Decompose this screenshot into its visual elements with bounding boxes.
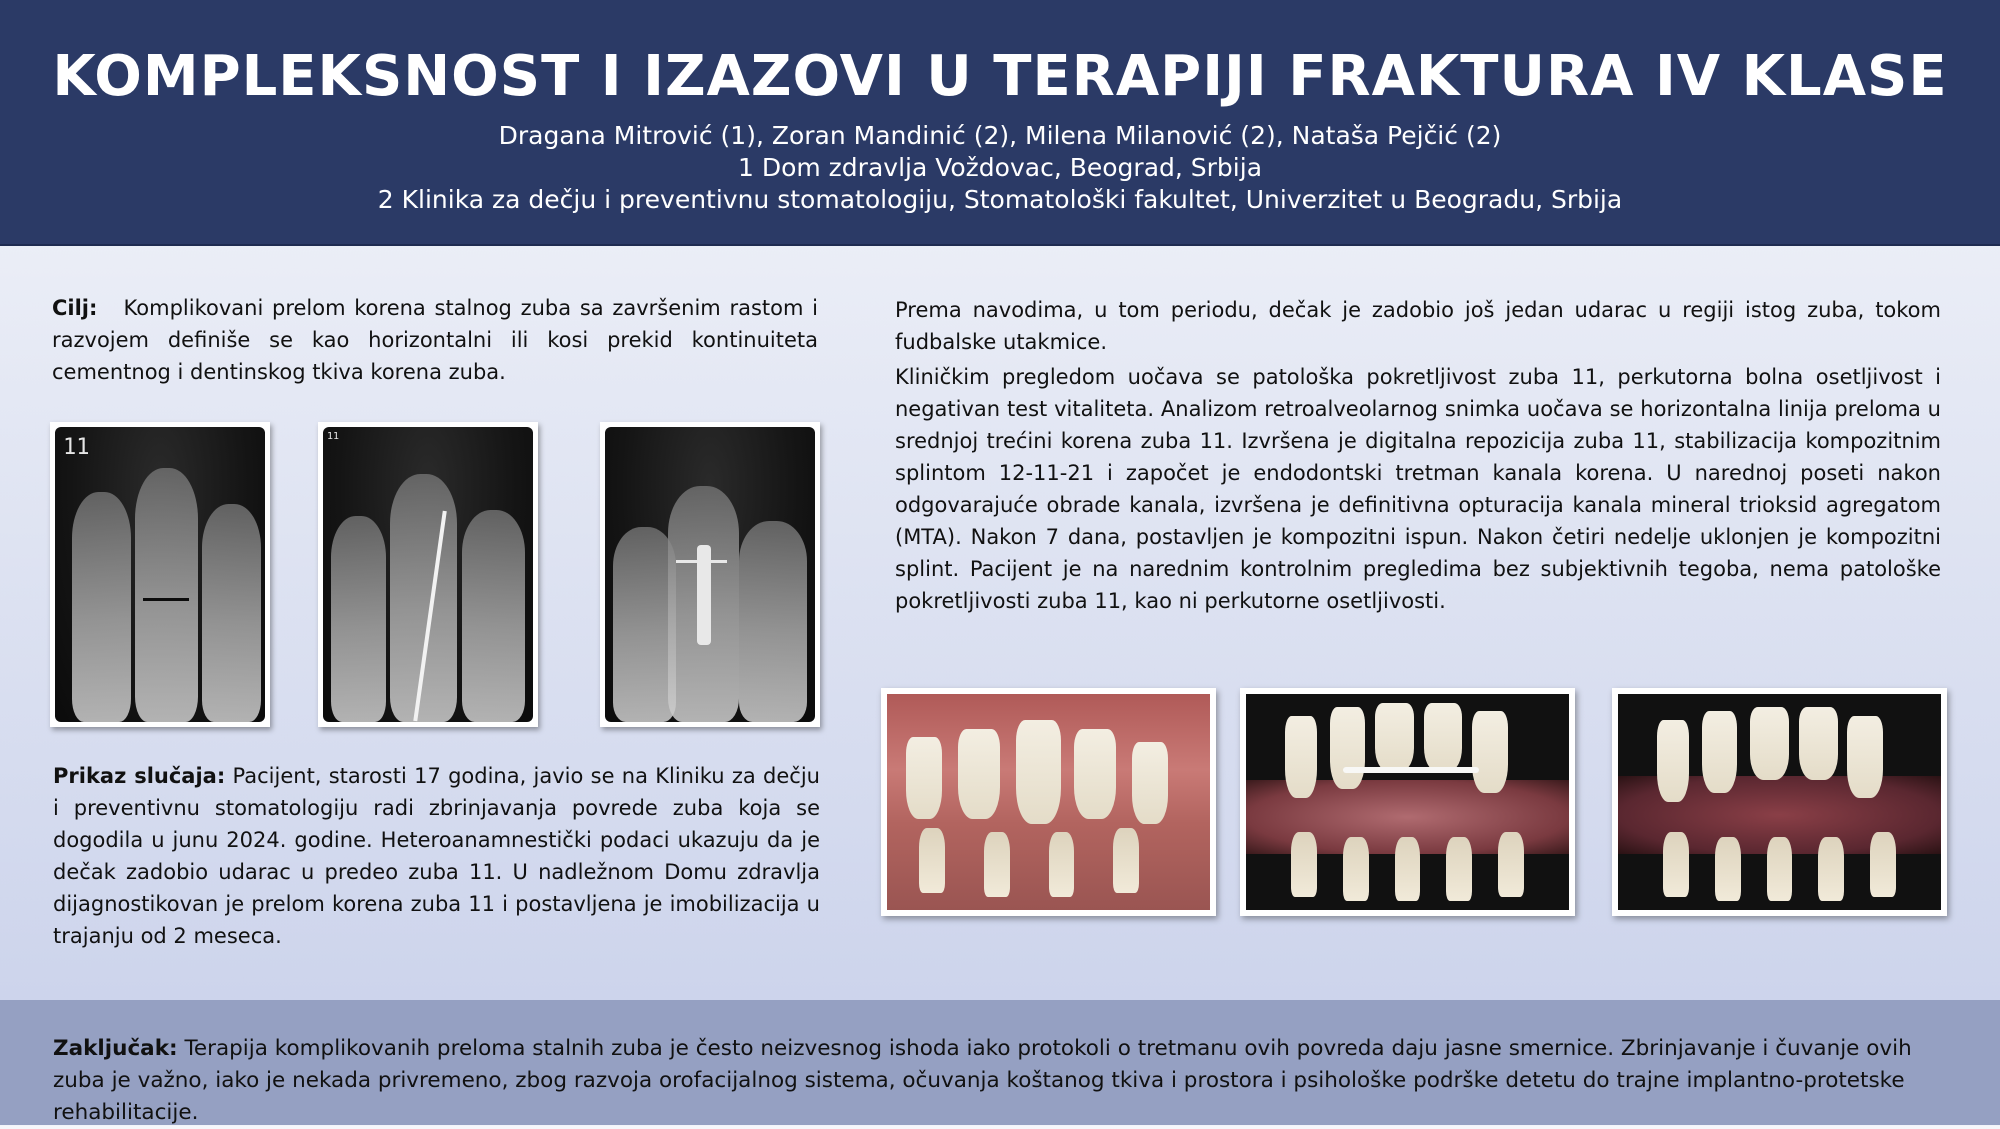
poster-header (0, 0, 2000, 246)
affiliation-1: 1 Dom zdravlja Voždovac, Beograd, Srbija (737, 153, 1263, 182)
prikaz-label: Prikaz slučaja: (53, 764, 226, 788)
xray-label-2: 11 (327, 431, 340, 442)
cilj-text: Komplikovani prelom korena stalnog zuba sa završenim rastom i razvojem definiše se kao horizontalni ili kosi prekid kontinuiteta cementnog i dentinskog tkiva korena zuba. (52, 296, 818, 384)
right-paragraph-1: Prema navodima, u tom periodu, dečak je zadobio još jedan udarac u regiji istog zuba, tokom fudbalske utakmice. (895, 298, 1941, 354)
clinical-photo-2 (1240, 688, 1575, 916)
conclusion-text: Terapija komplikovanih preloma stalnih zuba je često neizvesnog ishoda iako protokoli o tretmanu ovih povreda daju jasne smernice. Zbrinjavanje i čuvanje ovih zuba je važno, iako je nekada privremeno, zbog razvoja orofacijalnog sistema, očuvanja koštanog tkiva i prostora i psihološke podrške detetu do trajne implantno-protetske rehabilitacije. (53, 1036, 1912, 1125)
authors: Dragana Mitrović (1), Zoran Mandinić (2), Milena Milanović (2), Nataša Pejčić (2) (498, 121, 1502, 150)
cilj-label: Cilj: (52, 296, 98, 320)
clinical-photo-1 (881, 688, 1216, 916)
prikaz-section (53, 760, 820, 952)
xray-image-3 (600, 422, 820, 727)
conclusion-section (53, 1033, 1953, 1129)
prikaz-text: Pacijent, starosti 17 godina, javio se na Kliniku za dečju i preventivnu stomatologiju radi zbrinjavanja povrede zuba koja se dogodila u junu 2024. godine. Heteroanamnestički podaci ukazuju da je dečak zadobio udarac u predeo zuba 11. U nadležnom Domu zdravlja dijagnostikovan je prelom korena zuba 11 i postavljena je imobilizacija u trajanju od 2 meseca. (53, 764, 820, 948)
xray-label-1: 11 (63, 435, 90, 460)
poster-title: KOMPLEKSNOST I IZAZOVI U TERAPIJI FRAKTURA IV KLASE (52, 44, 1948, 109)
affiliation-2: 2 Klinika za dečju i preventivnu stomatologiju, Stomatološki fakultet, Univerzitet u Beogradu, Srbija (377, 185, 1623, 214)
conclusion-footer (0, 1000, 2000, 1125)
cilj-section (52, 292, 818, 388)
xray-image-1 (50, 422, 270, 727)
xray-image-2 (318, 422, 538, 727)
right-paragraph-2: Kliničkim pregledom uočava se patološka pokretljivost zuba 11, perkutorna bolna osetljivost i negativan test vitaliteta. Analizom retroalveolarnog snimka uočava se horizontalna linija preloma u srednjoj trećini korena zuba 11. Izvršena je digitalna repozicija zuba 11, stabilizacija kompozitnim splintom 12-11-21 i započet je endodontski tretman kanala korena. U narednoj poseti nakon odgovarajuće obrade kanala, izvršena je definitivna opturacija kanala mineral trioksid agregatom (MTA). Nakon 7 dana, postavljen je kompozitni ispun. Nakon četiri nedelje uklonjen je kompozitni splint. Pacijent je na narednim kontrolnim pregledima bez subjektivnih tegoba, nema patološke pokretljivosti zuba 11, kao ni perkutorne osetljivosti. (895, 365, 1941, 613)
conclusion-label: Zaključak: (53, 1036, 178, 1061)
clinical-photo-3 (1612, 688, 1947, 916)
